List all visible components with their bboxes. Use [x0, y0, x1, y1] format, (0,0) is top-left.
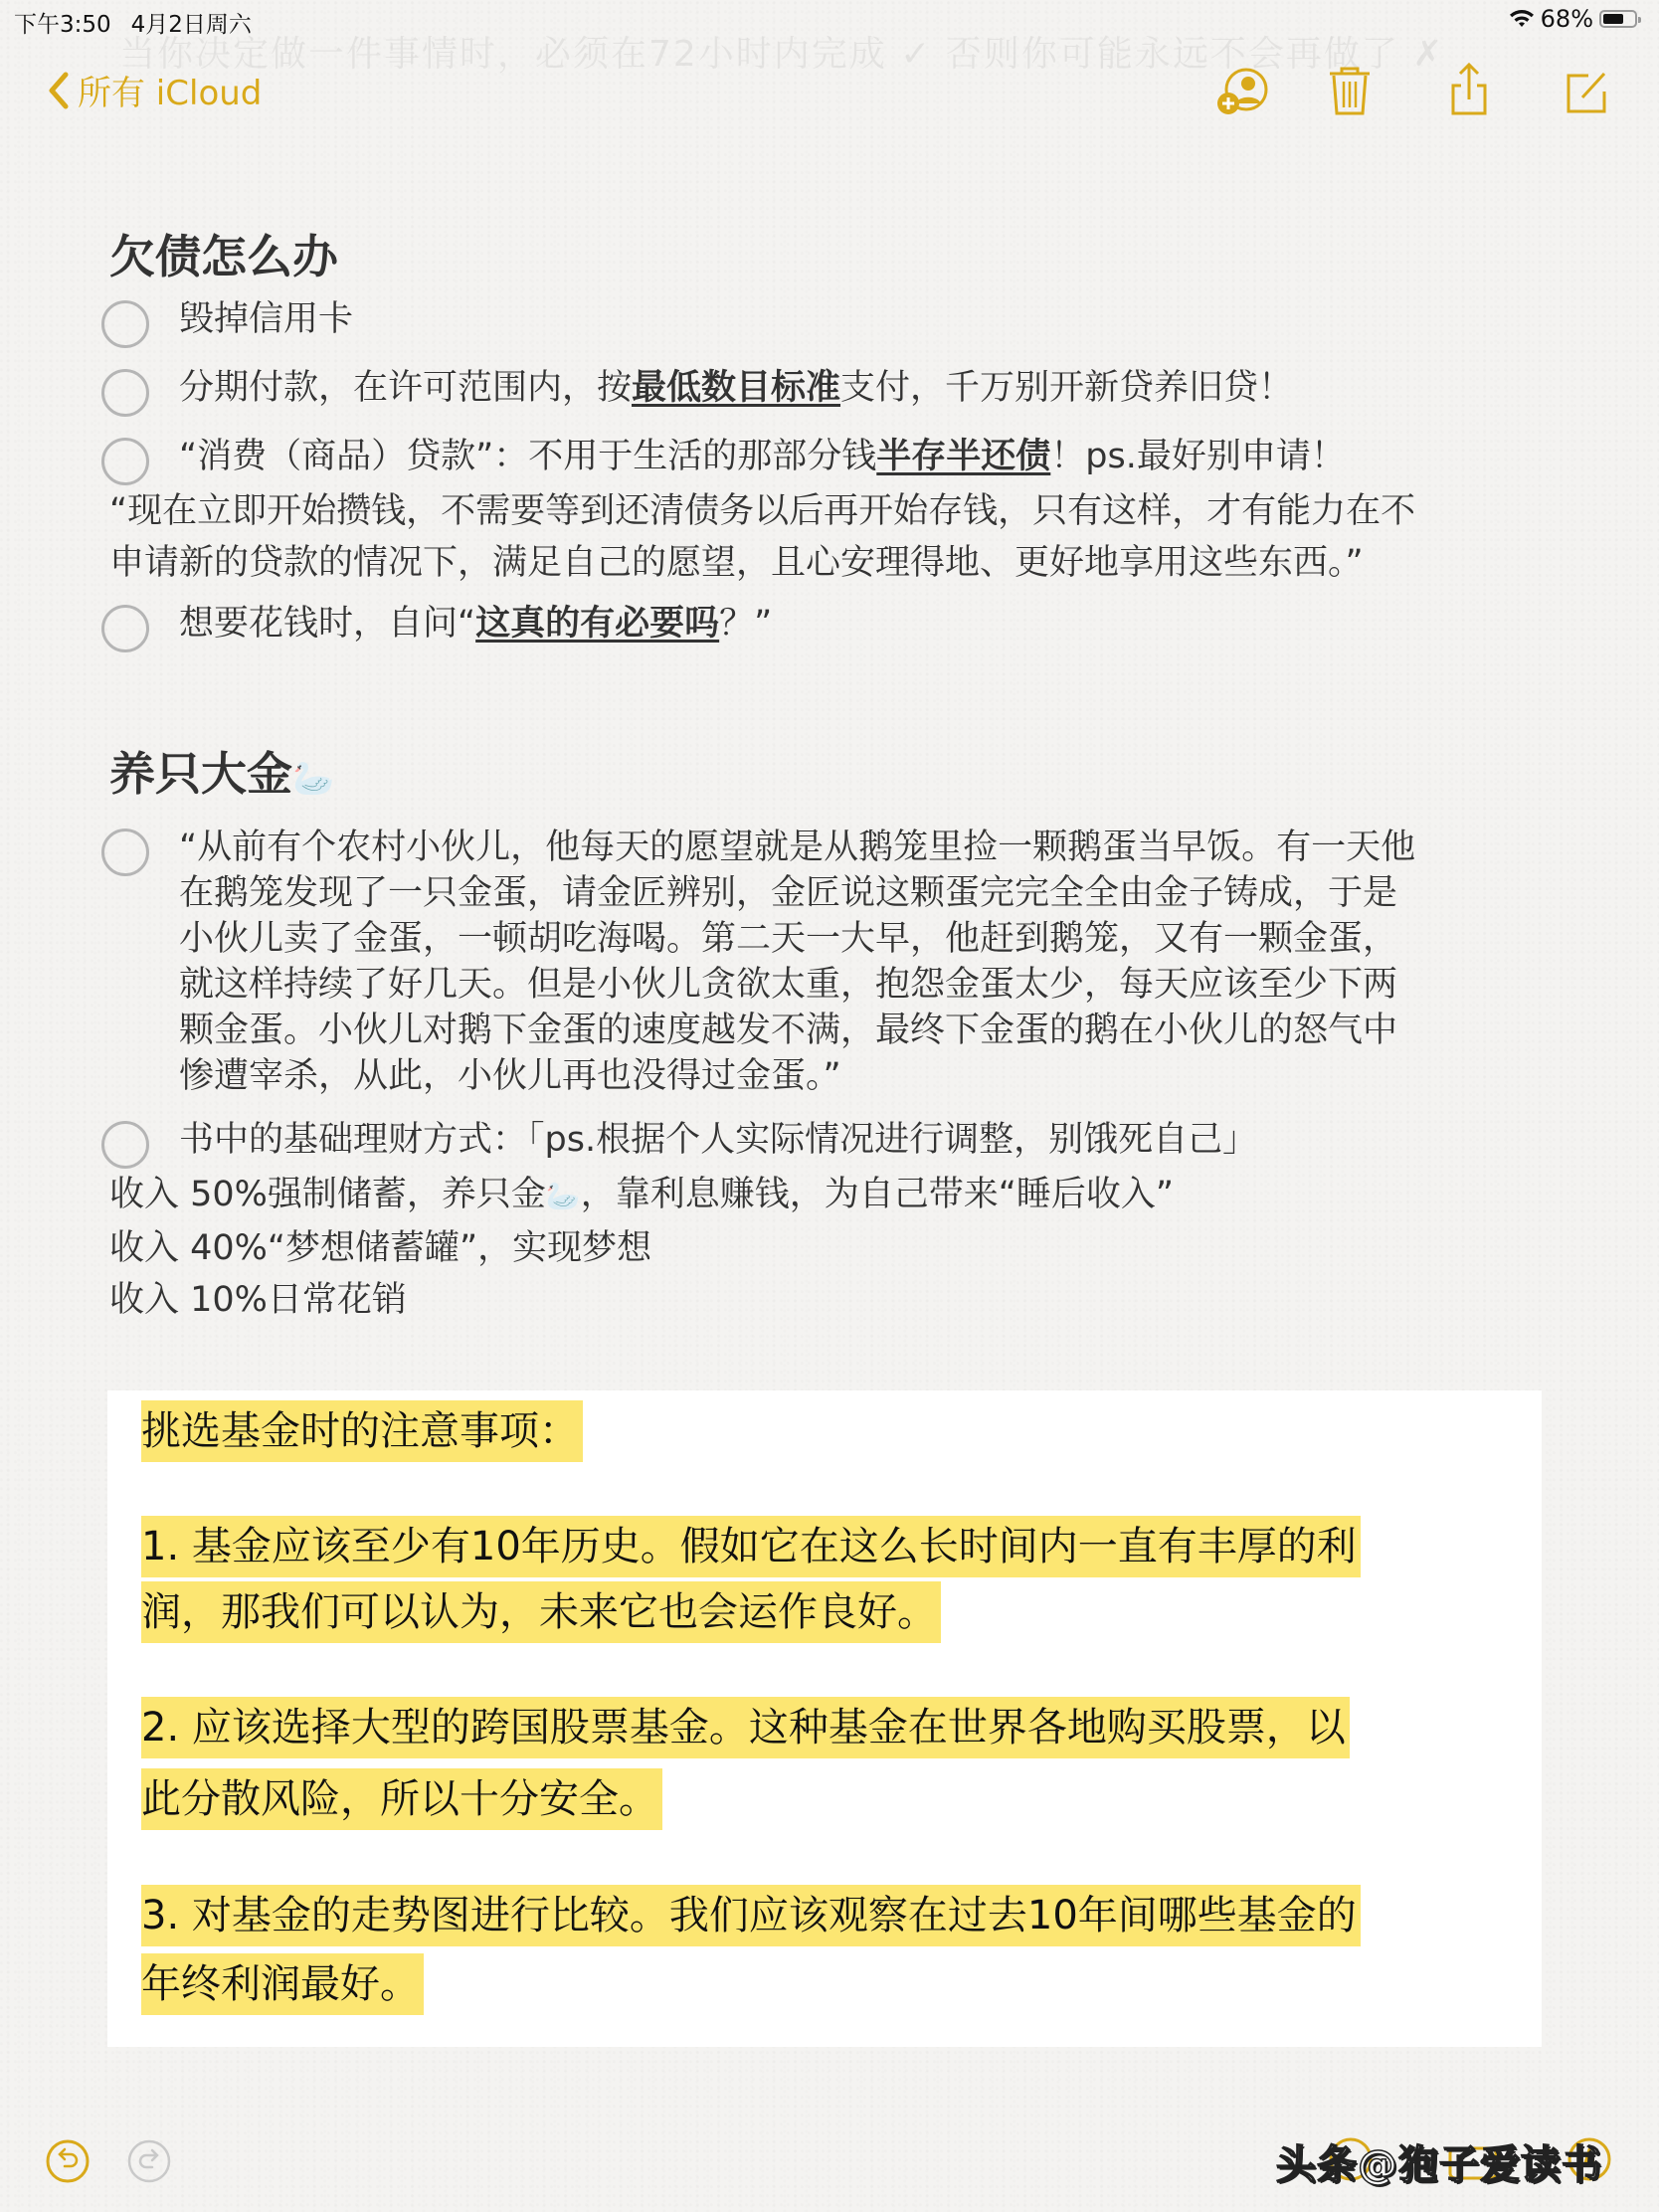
title-text: 养只大金	[109, 747, 292, 801]
redo-icon	[126, 2138, 172, 2184]
add-person-button[interactable]	[1212, 62, 1272, 121]
underlined-text: 这真的有必要吗	[475, 604, 720, 644]
allocation-text: ，靠利息赚钱，为自己带来“睡后收入”	[580, 1175, 1175, 1214]
allocation-text: 收入 50%强制储蓄，养只金	[109, 1175, 546, 1214]
quote-line: “现在立即开始攒钱，不需要等到还清债务以后再开始存钱，只有这样，才有能力在不	[109, 491, 1416, 531]
watermark: 头条@狍子爱读书	[1276, 2142, 1602, 2188]
share-icon	[1439, 62, 1499, 121]
compose-icon	[1557, 62, 1616, 121]
item-text: ！ps.最好别申请！	[1050, 437, 1346, 476]
swan-emoji-icon: 🦢	[292, 759, 335, 799]
point-2-line-1: 2. 应该选择大型的跨国股票基金。这种基金在世界各地购买股票，以	[141, 1697, 1350, 1758]
story-line: 在鹅笼发现了一只金蛋，请金匠辨别，金匠说这颗蛋完完全全由金子铸成，于是	[179, 873, 1398, 913]
battery-percent: 68%	[1540, 5, 1593, 33]
note-body[interactable]	[109, 225, 1562, 1326]
item-text: 分期付款，在许可范围内，按	[179, 368, 633, 408]
status-date: 4月2日周六	[130, 12, 252, 38]
delete-button[interactable]	[1320, 62, 1380, 121]
checkbox[interactable]	[101, 300, 149, 348]
checkbox[interactable]	[101, 1121, 149, 1169]
redo-button[interactable]	[126, 2138, 172, 2184]
status-time: 下午3:50	[14, 12, 111, 38]
point-3-line-2: 年终利润最好。	[141, 1953, 424, 2015]
checklist-item	[109, 601, 1562, 646]
back-button[interactable]	[46, 66, 262, 114]
back-label: 所有 iCloud	[78, 74, 263, 113]
checkbox[interactable]	[101, 605, 149, 652]
point-1-line-2: 润，那我们可以认为，未来它也会运作良好。	[141, 1581, 941, 1643]
checklist-item	[109, 296, 1562, 342]
story-line: 颗金蛋。小伙儿对鹅下金蛋的速度越发不满，最终下金蛋的鹅在小伙儿的怒气中	[179, 1011, 1398, 1050]
item-text: 支付，千万别开新贷养旧贷！	[840, 368, 1294, 408]
undo-icon	[45, 2138, 91, 2184]
swan-emoji-icon: 🦢	[545, 1180, 581, 1212]
allocation-line: 收入 40%“梦想储蓄罐”，实现梦想	[109, 1228, 652, 1268]
undo-button[interactable]	[45, 2138, 91, 2184]
trash-icon	[1320, 62, 1380, 121]
chevron-left-icon	[46, 71, 70, 110]
section-title-debt: 欠债怎么办	[109, 230, 338, 283]
checkbox[interactable]	[101, 438, 149, 485]
checklist-item	[109, 1117, 1562, 1163]
underlined-text: 半存半还债	[876, 437, 1051, 476]
card-heading: 挑选基金时的注意事项：	[141, 1400, 583, 1462]
story-line: 小伙儿卖了金蛋，一顿胡吃海喝。第二天一大早，他赶到鹅笼，又有一颗金蛋，	[179, 919, 1398, 959]
item-text: 书中的基础理财方式：「ps.根据个人实际情况进行调整，别饿死自己」	[179, 1120, 1258, 1160]
share-button[interactable]	[1439, 62, 1499, 121]
allocation-line	[109, 1169, 1562, 1222]
point-2-line-2: 此分散风险，所以十分安全。	[141, 1768, 662, 1830]
status-bar-right	[1509, 5, 1637, 33]
item-text: 毁掉信用卡	[179, 299, 354, 339]
item-text: “消费（商品）贷款”：不用于生活的那部分钱	[179, 437, 877, 476]
checkbox[interactable]	[101, 829, 149, 876]
point-3-line-1: 3. 对基金的走势图进行比较。我们应该观察在过去10年间哪些基金的	[141, 1885, 1361, 1946]
quote-line: 申请新的贷款的情况下，满足自己的愿望，且心安理得地、更好地享用这些东西。”	[109, 543, 1364, 583]
item-text: ？”	[719, 604, 773, 644]
underlined-text: 最低数目标准	[632, 368, 841, 408]
faded-background-text: 当你决定做一件事情时，必须在72小时内完成 ✓ 否则你可能永远不会再做了 ✗	[119, 34, 1445, 75]
checkbox[interactable]	[101, 369, 149, 417]
battery-icon	[1599, 10, 1637, 28]
wifi-icon	[1509, 9, 1535, 29]
section-title-golden-goose	[109, 742, 1562, 811]
checklist-item	[109, 434, 1562, 479]
item-text: 想要花钱时，自问“	[179, 604, 476, 644]
allocation-line: 收入 10%日常花销	[109, 1280, 407, 1320]
embedded-image-fund-tips[interactable]	[107, 1390, 1542, 2047]
compose-button[interactable]	[1557, 62, 1616, 121]
story-line: “从前有个农村小伙儿，他每天的愿望就是从鹅笼里捡一颗鹅蛋当早饭。有一天他	[179, 828, 1416, 867]
checklist-item-story	[109, 825, 1562, 1099]
point-1-line-1: 1. 基金应该至少有10年历史。假如它在这么长时间内一直有丰厚的利	[141, 1516, 1361, 1577]
add-person-icon	[1212, 62, 1272, 121]
story-line: 就这样持续了好几天。但是小伙儿贪欲太重，抱怨金蛋太少，每天应该至少下两	[179, 965, 1398, 1005]
checklist-item	[109, 365, 1562, 411]
story-line: 惨遭宰杀，从此，小伙儿再也没得过金蛋。”	[179, 1056, 841, 1096]
